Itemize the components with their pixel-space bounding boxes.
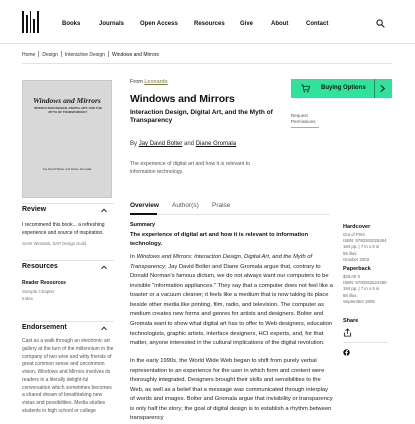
byline: [130, 141, 236, 147]
mit-press-logo[interactable]: [22, 11, 39, 33]
series-line: [130, 79, 168, 85]
para-body: ; Jay David Bolter and Diane Gromala argue that, contrary to Donald Norman's famous dictum, we do not always want our computers to be invisible "information appliances." They say that a computer does not feel like a toaster or a vacuum cleaner; it feels like a medium that is now taking its place beside other media like printing, film, radio, and television. The computer as medium creates new forms and genres for artists and designers. Bolter and Gromala want to show what digital art has to offer to Web designers, education technologists, graphic artists, interface designers, HCI experts, and, for that matter, anyone interested in the cultural implications of the digital revolution.: [130, 263, 333, 347]
cover-subtitle: INTERACTION DESIGN, DIGITAL ART, AND THE MYTH OF TRANSPARENCY: [34, 106, 102, 114]
endorsement-heading[interactable]: Endorsement: [22, 324, 67, 331]
nav-resources[interactable]: Resources: [194, 21, 225, 27]
book-subtitle: Interaction Design, Digital Art, and the Myth of Transparency: [130, 109, 273, 125]
resources-heading[interactable]: Resources: [22, 263, 58, 270]
breadcrumb-home[interactable]: Home: [22, 52, 36, 58]
divider: [22, 203, 114, 204]
divider: [343, 342, 388, 343]
review-text: I recommend this book... a refreshing experience and source of inspiration.: [22, 222, 105, 236]
cart-icon: [301, 84, 310, 93]
search-icon[interactable]: [376, 19, 385, 28]
divider: [22, 260, 114, 261]
share-icon[interactable]: [343, 328, 352, 337]
breadcrumb: [22, 51, 159, 58]
chevron-up-icon[interactable]: [101, 265, 107, 270]
tab-authors[interactable]: Author(s): [172, 202, 199, 209]
format-detail: ISBN: 9780262025454: [343, 238, 387, 244]
format-detail: 59 illus.: [343, 292, 358, 298]
nav-books[interactable]: Books: [62, 21, 81, 27]
index-link[interactable]: Index: [22, 296, 34, 301]
format-detail: $25.00 X: [343, 274, 361, 279]
nav-contact[interactable]: Contact: [306, 21, 329, 27]
book-title: Windows and Mirrors: [130, 93, 235, 105]
summary-paragraph: In the early 1990s, the World Wide Web began to shift from purely verbal representation to an experience for the user in which form and content were thoroughly integrated. Designers brought their skills and sensibilities to the Web, as well as a belief that a message was communicated through interplay of words and images. Bolter and Gromala argue that invisibility or transparency is only half the story; the goal of digital design is to establish a rhythm between transparency: [130, 358, 333, 422]
reader-resources-heading: Reader Resources: [22, 280, 66, 286]
nav-open-access[interactable]: Open Access: [140, 21, 178, 27]
book-cover: [22, 80, 112, 198]
divider: [22, 321, 114, 322]
format-detail: October 2003: [343, 256, 370, 262]
by-label: By: [130, 141, 138, 147]
author-link[interactable]: Diane Gromala: [195, 141, 237, 147]
review-heading[interactable]: Review: [22, 206, 47, 213]
format-heading: Hardcover: [343, 224, 371, 230]
book-title-italic: Windows and Mirrors: Interaction Design, Digital Art, and the Myth of Transparency: [130, 254, 313, 270]
format-details: [343, 274, 403, 305]
tab-overview[interactable]: Overview: [130, 202, 159, 209]
breadcrumb-design[interactable]: Design: [42, 52, 58, 58]
breadcrumb-separator: [38, 51, 39, 57]
top-nav: [0, 0, 415, 44]
book-teaser: The experience of digital art and how it is relevant to information technology.: [130, 161, 250, 176]
format-detail: 59 illus.: [343, 250, 358, 256]
share-label: Share: [343, 318, 359, 324]
format-detail: September 2005: [343, 298, 375, 304]
cover-authors: Jay David Bolter and Diane Gromala: [42, 167, 92, 171]
para-prefix: In: [130, 254, 135, 260]
chevron-up-icon[interactable]: [101, 208, 107, 213]
summary-paragraph: [130, 253, 334, 349]
nav-journals[interactable]: Journals: [99, 21, 125, 27]
breadcrumb-separator: [108, 51, 109, 57]
request-permissions-link[interactable]: Request Permissions: [291, 113, 316, 124]
and-label: and: [184, 141, 195, 147]
breadcrumb-interactive-design[interactable]: Interactive Design: [64, 52, 105, 58]
format-details: [343, 232, 403, 263]
active-tab-indicator: [130, 213, 157, 215]
author-link[interactable]: Jay David Bolter: [138, 141, 183, 147]
sample-chapter-link[interactable]: Sample Chapter: [22, 289, 55, 294]
format-detail: 184 pp. | 7 in x 9 in: [343, 244, 380, 250]
chevron-right-icon: [378, 84, 387, 93]
facebook-icon[interactable]: [343, 349, 350, 356]
breadcrumb-current: Windows and Mirrors: [111, 52, 159, 58]
buying-options-button[interactable]: [291, 79, 392, 98]
format-detail: Out of Print: [343, 232, 365, 237]
format-detail: 184 pp. | 7 in x 9 in: [343, 286, 380, 292]
cover-title: Windows and Mirrors: [33, 96, 101, 105]
nav-about[interactable]: About: [271, 21, 289, 27]
nav-give[interactable]: Give: [240, 21, 254, 27]
endorsement-text: Cast as a walk through an electronic art gallery at the turn of the millennium in the company of two wise and witty friends of great common sense and uncommon vision, Windows and Mirrors involves its readers in a literally delight-ful conversation which sometimes becomes a shared dream of breathtaking new vistas and possibilities. Media studies students in high school or college: [22, 338, 114, 414]
chevron-up-icon[interactable]: [101, 326, 107, 331]
from-label: From: [130, 79, 143, 85]
divider: [22, 63, 392, 64]
buying-options-label: Buying Options: [321, 85, 366, 91]
series-link[interactable]: Leonardo: [144, 79, 168, 85]
format-heading: Paperback: [343, 266, 371, 272]
button-divider: [374, 79, 375, 98]
link-underline: [291, 127, 319, 128]
summary-heading: Summary: [130, 222, 156, 228]
breadcrumb-separator: [61, 51, 62, 57]
tabs-divider: [130, 214, 330, 215]
tab-praise[interactable]: Praise: [212, 202, 231, 209]
format-detail: ISBN: 9780262524490: [343, 280, 387, 286]
review-attribution: Gerrit Weissink, SAP Design Guild: [22, 241, 87, 246]
summary-lead: The experience of digital art and how it is relevant to information technology.: [130, 232, 309, 247]
